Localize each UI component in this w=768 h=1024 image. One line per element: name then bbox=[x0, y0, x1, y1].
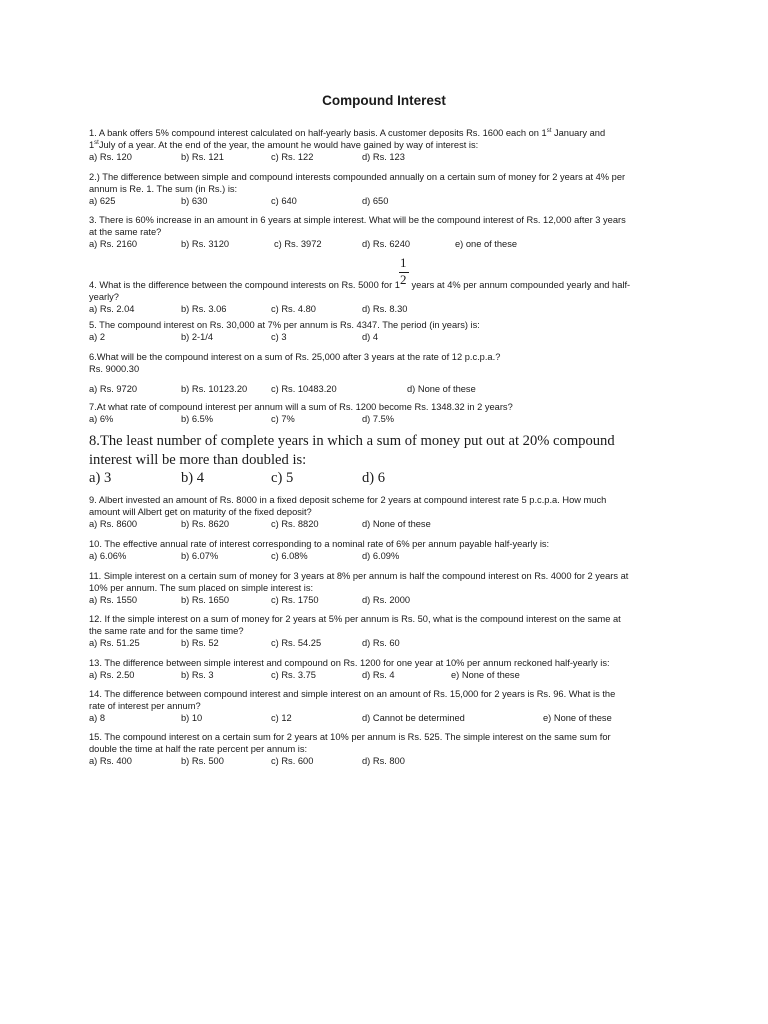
question-2-options bbox=[89, 195, 681, 207]
option-e: e) None of these bbox=[451, 670, 520, 680]
option-c: c) Rs. 54.25 bbox=[271, 638, 322, 648]
option-b: b) 2-1/4 bbox=[181, 332, 214, 342]
option-b: b) Rs. 8620 bbox=[181, 519, 230, 529]
question-12 bbox=[89, 613, 681, 649]
question-3-text-2: at the same rate? bbox=[89, 227, 162, 237]
question-8-text-2: interest will be more than doubled is: bbox=[89, 451, 307, 468]
option-a: a) 8 bbox=[89, 713, 106, 723]
question-11-text-2: 10% per annum. The sum placed on simple interest is: bbox=[89, 583, 314, 593]
option-d: d) 6 bbox=[362, 470, 386, 486]
question-3-options bbox=[89, 238, 681, 250]
question-11 bbox=[89, 570, 681, 606]
option-a: a) 6.06% bbox=[89, 551, 127, 561]
option-b: b) Rs. 500 bbox=[181, 756, 224, 766]
option-e: e) None of these bbox=[543, 713, 612, 723]
option-a: a) 625 bbox=[89, 196, 116, 206]
question-14-text-1: 14. The difference between compound interest and simple interest on an amount of Rs. 15,000 for 2 years is Rs. 96. What is the bbox=[89, 689, 616, 699]
option-d: d) 7.5% bbox=[362, 414, 395, 424]
option-d: d) 650 bbox=[362, 196, 389, 206]
question-13 bbox=[89, 657, 681, 681]
question-5 bbox=[89, 319, 681, 343]
fraction-one-half: $\frac{1}{2}$ bbox=[400, 276, 409, 288]
option-a: a) Rs. 400 bbox=[89, 756, 132, 766]
question-15-text-1: 15. The compound interest on a certain sum for 2 years at 10% per annum is Rs. 525. The simple interest on the same sum for bbox=[89, 732, 611, 742]
page-title: Compound Interest bbox=[322, 93, 446, 108]
question-4-options bbox=[89, 303, 681, 315]
question-1: 1. A bank offers 5% compound interest calculated on half-yearly basis. A customer deposits Rs. 1600 each on 1st January and 1stJuly of a year. At the end of the year, the amount he would have gained by way of interest is: a) Rs. 120 b) Rs. 121 c) Rs. 122 d) Rs. 123 bbox=[89, 127, 681, 163]
question-6 bbox=[89, 351, 681, 395]
question-13-text-1: 13. The difference between simple interest and compound on Rs. 1200 for one year at 10% per annum reckoned half-yearly is: bbox=[89, 658, 610, 668]
question-3-text-1: 3. There is 60% increase in an amount in 6 years at simple interest. What will be the compound interest of Rs. 12,000 after 3 years bbox=[89, 215, 626, 225]
question-14-text-2: rate of interest per annum? bbox=[89, 701, 201, 711]
question-3 bbox=[89, 214, 681, 250]
option-b: b) 4 bbox=[181, 470, 205, 486]
question-7-text-1: 7.At what rate of compound interest per annum will a sum of Rs. 1200 become Rs. 1348.32 in 2 years? bbox=[89, 402, 513, 412]
question-5-options bbox=[89, 331, 681, 343]
question-1-text-1: 1. A bank offers 5% compound interest calculated on half-yearly basis. A customer deposits Rs. 1600 each on 1 bbox=[89, 128, 547, 138]
option-b: b) 6.07% bbox=[181, 551, 219, 561]
option-b: b) Rs. 3 bbox=[181, 670, 214, 680]
option-c: c) 12 bbox=[271, 713, 292, 723]
question-12-options bbox=[89, 637, 681, 649]
question-4: 4. What is the difference between the compound interests on Rs. 5000 for 1 $\frac{1}{2}$ years at 4% per annum compounded yearly and half- yearly? a) Rs. 2.04 b) Rs. 3.06 c) Rs. 4.80 d) Rs. 8.30 bbox=[89, 276, 681, 315]
option-b: b) Rs. 1650 bbox=[181, 595, 230, 605]
option-c: c) 5 bbox=[271, 470, 294, 486]
option-b: b) Rs. 3.06 bbox=[181, 304, 227, 314]
option-a: a) 6% bbox=[89, 414, 114, 424]
option-a: a) Rs. 2160 bbox=[89, 239, 138, 249]
option-d: d) None of these bbox=[362, 519, 431, 529]
option-c: c) Rs. 122 bbox=[271, 152, 314, 162]
option-c: c) 6.08% bbox=[271, 551, 308, 561]
question-9-text-2: amount will Albert get on maturity of the fixed deposit? bbox=[89, 507, 312, 517]
option-d: d) Rs. 800 bbox=[362, 756, 405, 766]
option-c: c) Rs. 600 bbox=[271, 756, 314, 766]
question-8-text-1: 8.The least number of complete years in which a sum of money put out at 20% compound bbox=[89, 433, 615, 449]
question-6-answer-note: Rs. 9000.30 bbox=[89, 364, 140, 374]
question-15-options bbox=[89, 755, 681, 767]
superscript-st: st bbox=[546, 128, 552, 134]
option-a: a) Rs. 2.50 bbox=[89, 670, 135, 680]
option-a: a) Rs. 9720 bbox=[89, 384, 138, 394]
question-8-options bbox=[89, 469, 681, 487]
question-9-options bbox=[89, 518, 681, 530]
option-b: b) Rs. 52 bbox=[181, 638, 219, 648]
option-a: a) Rs. 51.25 bbox=[89, 638, 140, 648]
question-2-text-1: 2.) The difference between simple and compound interests compounded annually on a certain sum of money for 2 years at 4% per bbox=[89, 172, 626, 182]
option-a: a) Rs. 120 bbox=[89, 152, 132, 162]
option-c: c) 7% bbox=[271, 414, 295, 424]
question-7 bbox=[89, 401, 681, 425]
option-c: c) Rs. 10483.20 bbox=[271, 384, 337, 394]
question-10-options bbox=[89, 550, 681, 562]
question-13-options bbox=[89, 669, 681, 681]
question-11-options bbox=[89, 594, 681, 606]
option-e: e) one of these bbox=[455, 239, 518, 249]
question-14-options bbox=[89, 712, 681, 724]
option-c: c) Rs. 4.80 bbox=[271, 304, 316, 314]
option-b: b) Rs. 3120 bbox=[181, 239, 230, 249]
question-2 bbox=[89, 171, 681, 207]
question-12-text-2: the same rate and for the same time? bbox=[89, 626, 244, 636]
option-b: b) 630 bbox=[181, 196, 208, 206]
option-d: d) 4 bbox=[362, 332, 379, 342]
option-d: d) Rs. 4 bbox=[362, 670, 395, 680]
option-d: d) Cannot be determined bbox=[362, 713, 465, 723]
question-9 bbox=[89, 494, 681, 530]
question-4-text-2: yearly? bbox=[89, 292, 119, 302]
option-d: d) Rs. 8.30 bbox=[362, 304, 408, 314]
question-14 bbox=[89, 688, 681, 724]
question-11-text-1: 11. Simple interest on a certain sum of money for 3 years at 8% per annum is half the compound interest on Rs. 4000 for 2 years at bbox=[89, 571, 629, 581]
option-b: b) 10 bbox=[181, 713, 203, 723]
option-c: c) Rs. 3972 bbox=[274, 239, 322, 249]
question-1-text-2: July of a year. At the end of the year, the amount he would have gained by way of interest is: bbox=[98, 140, 479, 150]
question-10-text-1: 10. The effective annual rate of interest corresponding to a nominal rate of 6% per annum payable half-yearly is: bbox=[89, 539, 550, 549]
question-9-text-1: 9. Albert invested an amount of Rs. 8000 in a fixed deposit scheme for 2 years at compound interest rate 5 p.c.p.a. How much bbox=[89, 495, 607, 505]
option-a: a) Rs. 2.04 bbox=[89, 304, 135, 314]
option-a: a) Rs. 1550 bbox=[89, 595, 138, 605]
question-15-text-2: double the time at half the rate percent per annum is: bbox=[89, 744, 308, 754]
question-6-options bbox=[89, 383, 681, 395]
question-8 bbox=[89, 432, 681, 487]
option-d: d) Rs. 2000 bbox=[362, 595, 411, 605]
question-7-options bbox=[89, 413, 681, 425]
question-4-text-1: 4. What is the difference between the compound interests on Rs. 5000 for 1 bbox=[89, 280, 400, 290]
option-d: d) Rs. 123 bbox=[362, 152, 405, 162]
option-d: d) Rs. 6240 bbox=[362, 239, 411, 249]
option-d: d) Rs. 60 bbox=[362, 638, 400, 648]
option-c: c) Rs. 3.75 bbox=[271, 670, 316, 680]
option-c: c) 640 bbox=[271, 196, 297, 206]
option-c: c) 3 bbox=[271, 332, 287, 342]
option-a: a) 3 bbox=[89, 470, 112, 486]
option-b: b) Rs. 121 bbox=[181, 152, 224, 162]
question-5-text-1: 5. The compound interest on Rs. 30,000 at 7% per annum is Rs. 4347. The period (in years) is: bbox=[89, 320, 480, 330]
question-2-text-2: annum is Re. 1. The sum (in Rs.) is: bbox=[89, 184, 238, 194]
option-d: d) None of these bbox=[407, 384, 476, 394]
question-1-options bbox=[89, 151, 681, 163]
option-b: b) 6.5% bbox=[181, 414, 214, 424]
option-a: a) 2 bbox=[89, 332, 106, 342]
question-12-text-1: 12. If the simple interest on a sum of money for 2 years at 5% per annum is Rs. 50, what is the compound interest on the same at bbox=[89, 614, 621, 624]
option-c: c) Rs. 8820 bbox=[271, 519, 319, 529]
option-c: c) Rs. 1750 bbox=[271, 595, 319, 605]
question-15 bbox=[89, 731, 681, 767]
question-6-text-1: 6.What will be the compound interest on a sum of Rs. 25,000 after 3 years at the rate of 12 p.c.p.a.? bbox=[89, 352, 501, 362]
option-b: b) Rs. 10123.20 bbox=[181, 384, 248, 394]
option-a: a) Rs. 8600 bbox=[89, 519, 138, 529]
option-d: d) 6.09% bbox=[362, 551, 400, 561]
question-10 bbox=[89, 538, 681, 562]
